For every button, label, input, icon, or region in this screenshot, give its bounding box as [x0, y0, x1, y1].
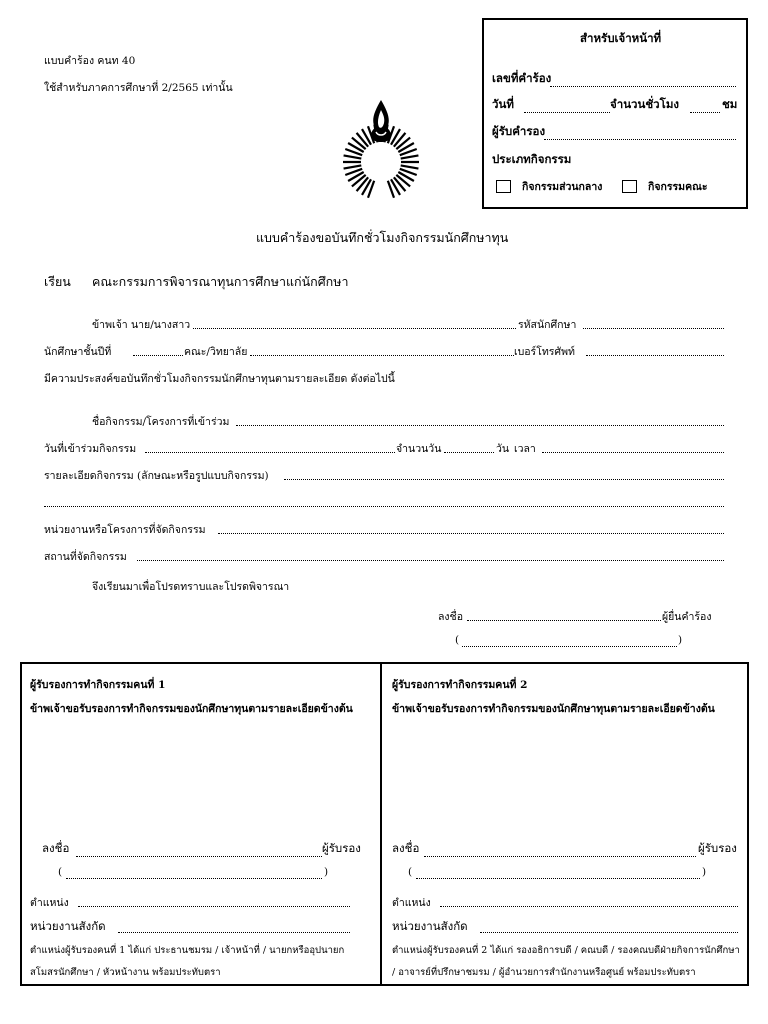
phone-field[interactable] [586, 355, 724, 356]
student-id-field[interactable] [583, 328, 724, 329]
i-label: ข้าพเจ้า นาย/นางสาว [92, 319, 191, 331]
days-label: จำนวนวัน [396, 443, 442, 455]
to-label: เรียน [44, 274, 71, 289]
central-activity-label: กิจกรรมส่วนกลาง [522, 181, 603, 193]
officer-use-box [482, 18, 748, 209]
applicant-role-label: ผู้ยื่นคำร้อง [662, 611, 712, 623]
hours-unit: ชม [722, 97, 738, 111]
hours-field[interactable] [690, 112, 720, 113]
form-title: แบบคำร้องขอบันทึกชั่วโมงกิจกรรมนักศึกษาทุน [256, 230, 509, 245]
central-activity-checkbox[interactable] [496, 180, 511, 193]
detail-field-1[interactable] [284, 479, 724, 480]
phone-label: เบอร์โทรศัพท์ [514, 346, 575, 358]
faculty-label: คณะ/วิทยาลัย [184, 346, 248, 358]
endorser-1-position-label: ตำแหน่ง [30, 897, 69, 909]
endorser-1-box [20, 662, 382, 986]
year-label: นักศึกษาชั้นปีที่ [44, 346, 112, 358]
closing-text: จึงเรียนมาเพื่อโปรดทราบและโปรดพิจารณา [92, 581, 290, 593]
endorser-1-paren-close: ) [324, 866, 329, 878]
activity-date-field[interactable] [145, 452, 395, 453]
endorser-1-title: ผู้รับรองการทำกิจกรรมคนที่ 1 [30, 679, 166, 691]
time-field[interactable] [542, 452, 724, 453]
time-label: เวลา [514, 443, 536, 455]
activity-type-label: ประเภทกิจกรรม [492, 152, 572, 166]
applicant-name-field[interactable] [462, 646, 677, 647]
form-code: แบบคำร้อง คนท 40 [44, 55, 136, 67]
faculty-activity-label: กิจกรรมคณะ [648, 181, 708, 193]
endorser-1-note: ตำแหน่งผู้รับรองคนที่ 1 ได้แก่ ประธานชมรม / เจ้าหน้าที่ / นายกหรืออุปนายกสโมสรนักศึกษา / หัวหน้างาน พร้อมประทับตรา [30, 945, 345, 978]
receiver-field[interactable] [544, 139, 736, 140]
purpose-text: มีความประสงค์ขอบันทึกชั่วโมงกิจกรรมนักศึกษาทุนตามรายละเอียด ดังต่อไปนี้ [44, 373, 395, 385]
detail-label: รายละเอียดกิจกรรม (ลักษณะหรือรูปแบบกิจกรรม) [44, 470, 269, 482]
endorser-1-paren-open: ( [58, 866, 63, 878]
endorser-1-sign-label: ลงชื่อ [42, 841, 70, 855]
organizer-label: หน่วยงานหรือโครงการที่จัดกิจกรรม [44, 524, 206, 536]
semester-note: ใช้สำหรับภาคการศึกษาที่ 2/2565 เท่านั้น [44, 82, 233, 94]
hours-label: จำนวนชั่วโมง [610, 97, 680, 111]
request-no-label: เลขที่คำร้อง [492, 71, 552, 85]
activity-name-field[interactable] [236, 425, 724, 426]
endorser-2-name-field[interactable] [416, 878, 700, 879]
student-id-label: รหัสนักศึกษา [518, 319, 577, 331]
endorser-2-paren-close: ) [702, 866, 707, 878]
days-field[interactable] [444, 452, 494, 453]
to-value: คณะกรรมการพิจารณาทุนการศึกษาแก่นักศึกษา [92, 274, 349, 289]
endorser-2-paren-open: ( [408, 866, 413, 878]
venue-label: สถานที่จัดกิจกรรม [44, 551, 127, 563]
endorser-2-signature-field[interactable] [424, 856, 696, 857]
endorser-2-statement: ข้าพเจ้าขอรับรองการทำกิจกรรมของนักศึกษาทุนตามรายละเอียดข้างต้น [392, 703, 715, 715]
endorser-2-sign-label: ลงชื่อ [392, 841, 420, 855]
faculty-field[interactable] [250, 355, 514, 356]
endorser-2-title: ผู้รับรองการทำกิจกรรมคนที่ 2 [392, 679, 528, 691]
endorser-1-statement: ข้าพเจ้าขอรับรองการทำกิจกรรมของนักศึกษาทุนตามรายละเอียดข้างต้น [30, 703, 353, 715]
endorser-2-unit-field[interactable] [480, 932, 738, 933]
endorser-1-unit-field[interactable] [118, 932, 350, 933]
applicant-sign-label: ลงชื่อ [438, 611, 463, 623]
university-emblem-icon [338, 96, 424, 210]
endorser-1-role-label: ผู้รับรอง [322, 841, 361, 855]
officer-box-title: สำหรับเจ้าหน้าที่ [580, 31, 662, 45]
endorser-1-unit-label: หน่วยงานสังกัด [30, 919, 106, 933]
days-unit: วัน [496, 443, 510, 455]
date-field[interactable] [524, 112, 610, 113]
request-no-field[interactable] [550, 86, 736, 87]
name-field[interactable] [193, 328, 516, 329]
endorser-2-box [380, 662, 749, 986]
endorser-2-unit-label: หน่วยงานสังกัด [392, 919, 468, 933]
applicant-signature-field[interactable] [467, 620, 661, 621]
date-label: วันที่ [492, 97, 514, 111]
applicant-paren-open: ( [455, 634, 460, 646]
endorser-1-name-field[interactable] [66, 878, 322, 879]
activity-date-label: วันที่เข้าร่วมกิจกรรม [44, 443, 137, 455]
endorser-2-position-field[interactable] [440, 906, 738, 907]
endorser-2-role-label: ผู้รับรอง [698, 841, 737, 855]
activity-name-label: ชื่อกิจกรรม/โครงการที่เข้าร่วม [92, 416, 230, 428]
receiver-label: ผู้รับคำรอง [492, 124, 546, 138]
endorser-2-note: ตำแหน่งผู้รับรองคนที่ 2 ได้แก่ รองอธิการบดี / คณบดี / รองคณบดีฝ่ายกิจการนักศึกษา / อาจารย์ที่ปรึกษาชมรม / ผู้อำนวยการสำนักงานหรือศูนย์ พร้อมประทับตรา [392, 945, 740, 978]
endorser-1-position-field[interactable] [78, 906, 350, 907]
endorser-1-signature-field[interactable] [76, 856, 322, 857]
detail-field-2[interactable] [44, 506, 724, 507]
year-field[interactable] [133, 355, 183, 356]
organizer-field[interactable] [218, 533, 724, 534]
faculty-activity-checkbox[interactable] [622, 180, 637, 193]
endorser-2-position-label: ตำแหน่ง [392, 897, 431, 909]
venue-field[interactable] [137, 560, 724, 561]
applicant-paren-close: ) [678, 634, 683, 646]
